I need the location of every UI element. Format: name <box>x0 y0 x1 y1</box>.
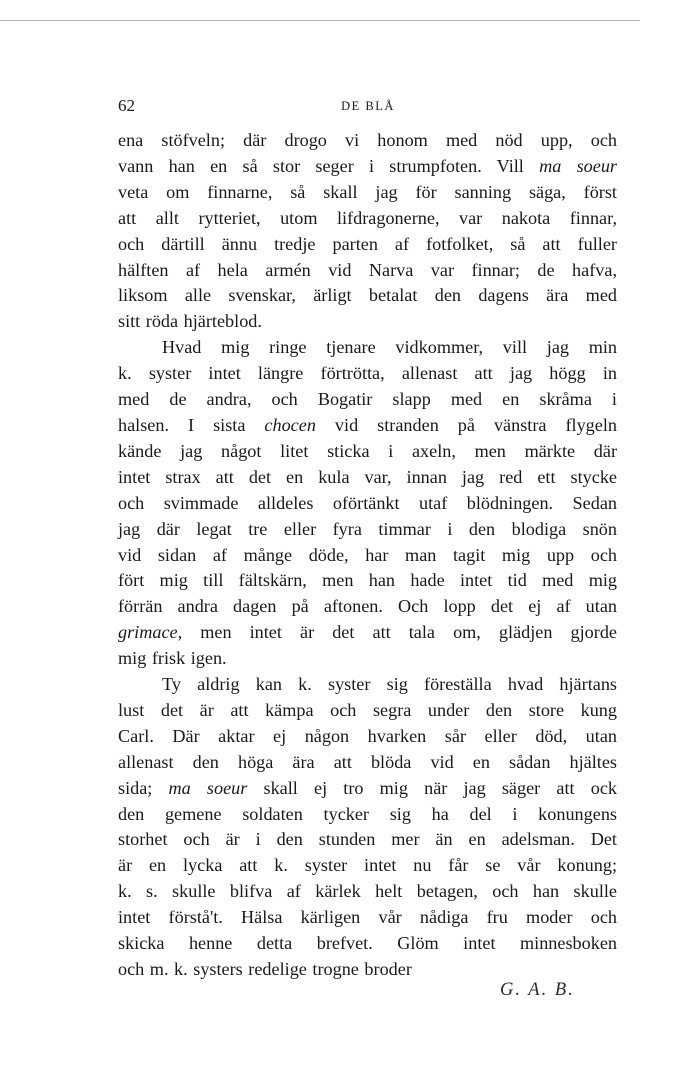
text-line: liksom alle svenskar, ärligt betalat den dagens ära med <box>118 285 617 306</box>
text-body <box>118 128 617 983</box>
text-line: grimace, men intet är det att tala om, glädjen gjorde <box>118 622 617 643</box>
page-header <box>118 96 618 120</box>
signature: G. A. B. <box>500 980 575 1000</box>
text-line: k. syster intet längre förtrötta, allenast att jag högg in <box>118 363 617 384</box>
text-line: k. s. skulle blifva af kärlek helt betagen, och han skulle <box>118 881 617 902</box>
text-line: med de andra, och Bogatir slapp med en skråma i <box>118 389 617 410</box>
text-line: Ty aldrig kan k. syster sig föreställa hvad hjärtans <box>162 674 617 695</box>
text-line: vann han en så stor seger i strumpfoten. Vill ma soeur <box>118 155 617 176</box>
text-line: Hvad mig ringe tjenare vidkommer, vill jag min <box>162 337 617 358</box>
text-line: skicka henne detta brefvet. Glöm intet minnesboken <box>118 933 617 954</box>
text-line: veta om finnarne, så skall jag för sanning säga, först <box>118 181 617 202</box>
text-line: vid sidan af månge döde, har man tagit mig upp och <box>118 544 617 565</box>
text-line: halsen. I sista chocen vid stranden på vänstra flygeln <box>118 414 617 435</box>
text-line: sida; ma soeur skall ej tro mig när jag säger att ock <box>118 777 617 798</box>
text-line: är en lycka att k. syster intet nu får se vår konung; <box>118 855 617 876</box>
text-line: sitt röda hjärteblod. <box>118 311 262 332</box>
text-line: intet strax att det en kula var, innan jag red ett stycke <box>118 466 617 487</box>
text-line: och därtill ännu tredje parten af fotfolket, så att fuller <box>118 233 617 254</box>
text-line: jag där legat tre eller fyra timmar i den blodiga snön <box>118 518 617 539</box>
text-line: fört mig till fältskärn, men han hade intet tid med mig <box>118 570 617 591</box>
text-line: allenast den höga ära att blöda vid en sådan hjältes <box>118 751 617 772</box>
text-line: lust det är att kämpa och segra under den store kung <box>118 699 617 720</box>
page-number: 62 <box>118 96 135 115</box>
text-line: den gemene soldaten tycker sig ha del i konungens <box>118 803 617 824</box>
text-line: hälften af hela armén vid Narva var finnar; de hafva, <box>118 259 617 280</box>
text-line: och svimmade alldeles oförtänkt utaf blödningen. Sedan <box>118 492 617 513</box>
running-head: DE BLÅ <box>341 99 395 113</box>
text-line: intet förstå't. Hälsa kärligen vår nådiga fru moder och <box>118 907 617 928</box>
text-line: mig frisk igen. <box>118 648 227 669</box>
text-line: ena stöfveln; där drogo vi honom med nöd upp, och <box>118 130 617 150</box>
text-line: Carl. Där aktar ej någon hvarken sår eller död, utan <box>118 725 617 746</box>
text-line: förrän andra dagen på aftonen. Och lopp det ej af utan <box>118 596 617 617</box>
text-line: kände jag något litet sticka i axeln, men märkte där <box>118 440 617 461</box>
text-line: att allt rytteriet, utom lifdragonerne, var nakota finnar, <box>118 207 617 228</box>
top-rule <box>0 20 640 21</box>
text-line: storhet och är i den stunden mer än en adelsman. Det <box>118 829 617 850</box>
text-line: och m. k. systers redelige trogne broder <box>118 959 412 979</box>
